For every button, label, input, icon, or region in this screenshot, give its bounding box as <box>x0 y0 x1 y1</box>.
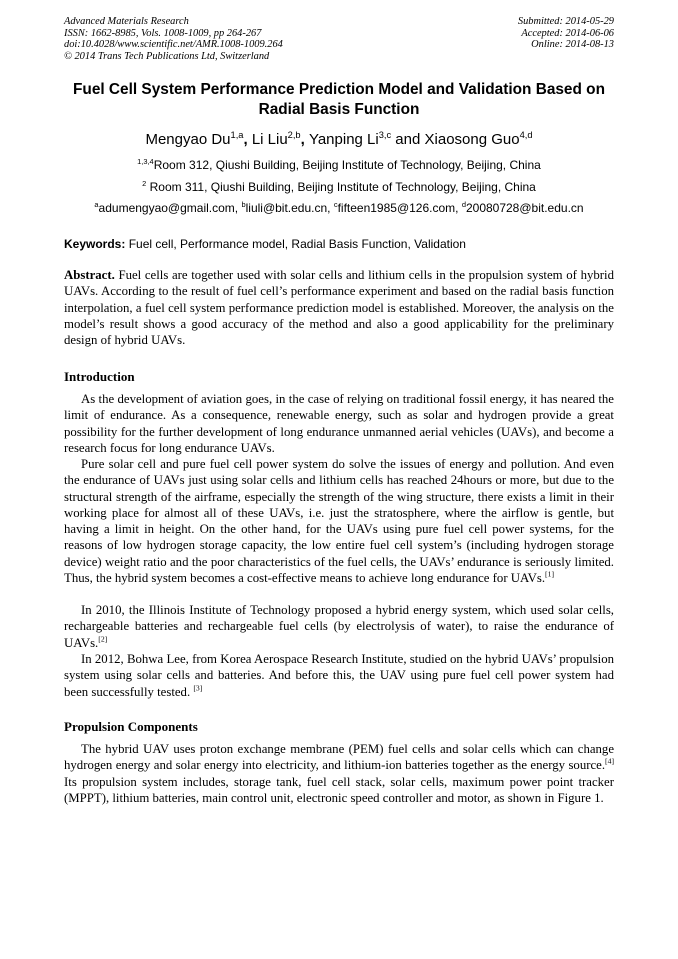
abstract-label: Abstract. <box>64 268 115 282</box>
online-date: Online: 2014-08-13 <box>531 39 614 51</box>
email-list <box>64 200 614 216</box>
author-affil-sup: 1,a <box>230 130 244 140</box>
author-affil-sup: 2,b <box>287 130 301 140</box>
section-heading-propulsion: Propulsion Components <box>64 719 198 734</box>
email-sup: c <box>333 200 338 209</box>
journal-name: Advanced Materials Research <box>64 16 189 27</box>
propulsion-paragraph-1 <box>64 741 614 806</box>
author-name: Mengyao Du <box>145 131 231 148</box>
author-affil-sup: 4,d <box>519 130 533 140</box>
email-sup: d <box>461 200 466 209</box>
author-separator: , <box>300 131 309 148</box>
affiliation-sup: 1,3,4 <box>137 157 154 166</box>
journal-copyright: © 2014 Trans Tech Publications Ltd, Switzerland <box>64 50 270 62</box>
propulsion-paragraph-text: The hybrid UAV uses proton exchange membrane (PEM) fuel cells and solar cells which can change hydrogen energy and solar energy into electricity, and lithium-ion batteries together as the energy source. <box>64 742 614 773</box>
citation-ref[interactable]: [3] <box>193 683 203 693</box>
author-list <box>64 130 614 150</box>
intro-paragraph-3-text: In 2010, the Illinois Institute of Technology proposed a hybrid energy system, which used solar cells, rechargeable batteries and rechargeable fuel cells (by electrolysis of water), to raise the endurance of UAVs. <box>64 603 614 650</box>
email-link[interactable]: fifteen1985@126.com, <box>337 201 462 215</box>
journal-header-left <box>64 16 283 62</box>
author-and: and <box>391 131 425 148</box>
intro-paragraph-3 <box>64 602 614 651</box>
paper-title: Fuel Cell System Performance Prediction Model and Validation Based on Radial Basis Function <box>73 81 605 118</box>
submitted-date: Submitted: 2014-05-29 <box>517 16 614 27</box>
journal-issn: ISSN: 1662-8985, Vols. 1008-1009, pp 264-267 <box>64 27 262 39</box>
journal-doi[interactable]: doi:10.4028/www.scientific.net/AMR.1008-1009.264 <box>64 39 283 51</box>
citation-ref[interactable]: [4] <box>605 757 614 767</box>
keywords-text: Fuel cell, Performance model, Radial Basis Function, Validation <box>125 237 466 251</box>
email-sup: b <box>241 200 246 209</box>
intro-paragraph-2-text: Pure solar cell and pure fuel cell power system do solve the issues of energy and pollution. And even the endurance of UAVs just using solar cells and lithium cells has reached 24hours or more, but due to the structural strength of the airframe, especially the strength of the wing structure, there exists a limit in their working place for almost all of these UAVs, i.e. just the stratosphere, where the airflow is gentle, but having a limit in height. On the other hand, for the UAVs using pure fuel cell power systems, for the reasons of low hydrogen storage capacity, the low entire fuel cell system’s (including hydrogen storage device) weight ratio and the poor characteristics of the fuel cells, the UAVs’ endurance is seriously limited. Thus, the hybrid system becomes a cost-effective means to achieve long endurance for UAVs. <box>64 457 614 586</box>
citation-ref[interactable]: [1] <box>545 569 554 579</box>
affiliation-text: Room 312, Qiushi Building, Beijing Institute of Technology, Beijing, China <box>153 158 541 172</box>
email-link[interactable]: 20080728@bit.edu.cn <box>465 201 584 215</box>
abstract <box>64 267 614 348</box>
intro-paragraph-2 <box>64 456 614 586</box>
intro-paragraph-4 <box>64 651 614 700</box>
author-name: Xiaosong Guo <box>424 131 520 148</box>
email-link[interactable]: liuli@bit.edu.cn, <box>245 201 334 215</box>
abstract-text: Fuel cells are together used with solar cells and lithium cells in the propulsion system of hybrid UAVs. According to the result of fuel cell’s performance experiment and based on the radial basis function interpolation, a fuel cell system performance prediction model is established. Moreover, the analysis on the model’s result shows a good accuracy of the method and also a good applicability for the preliminary design of hybrid UAVs. <box>64 268 614 348</box>
keywords-label: Keywords: <box>64 237 126 251</box>
intro-paragraph-1: As the development of aviation goes, in the case of relying on traditional fossil energy, it has neared the limit of endurance. As a consequence, renewable energy, such as solar and hydrogen provide a great possibility for the further development of long endurance unmanned aerial vehicles (UAVs), and become a research focus for long endurance UAVs. <box>64 392 614 455</box>
affiliation-1 <box>64 157 614 173</box>
citation-ref[interactable]: [2] <box>98 634 108 644</box>
intro-paragraph-4-text: In 2012, Bohwa Lee, from Korea Aerospace Research Institute, studied on the hybrid UAVs’ propulsion system using solar cells and batteries. And before this, the UAV using pure fuel cell power system had been successfully tested. <box>64 652 614 699</box>
affiliation-sup: 2 <box>142 179 147 188</box>
keywords <box>64 236 614 252</box>
affiliation-text: Room 311, Qiushi Building, Beijing Institute of Technology, Beijing, China <box>146 180 536 194</box>
author-name: Li Liu <box>251 131 288 148</box>
section-heading-introduction: Introduction <box>64 369 135 384</box>
author-affil-sup: 3,c <box>378 130 392 140</box>
journal-header-right <box>518 16 614 51</box>
propulsion-paragraph-text-cont: Its propulsion system includes, storage tank, fuel cell stack, solar cells, maximum power point tracker (MPPT), lithium batteries, main control unit, electronic speed controller and motor, as shown in Figure 1. <box>64 774 614 805</box>
affiliation-2 <box>64 179 614 195</box>
author-name: Yanping Li <box>308 131 379 148</box>
author-separator: , <box>243 131 252 148</box>
accepted-date: Accepted: 2014-06-06 <box>521 27 614 39</box>
email-link[interactable]: adumengyao@gmail.com, <box>98 201 242 215</box>
email-sup: a <box>94 200 99 209</box>
